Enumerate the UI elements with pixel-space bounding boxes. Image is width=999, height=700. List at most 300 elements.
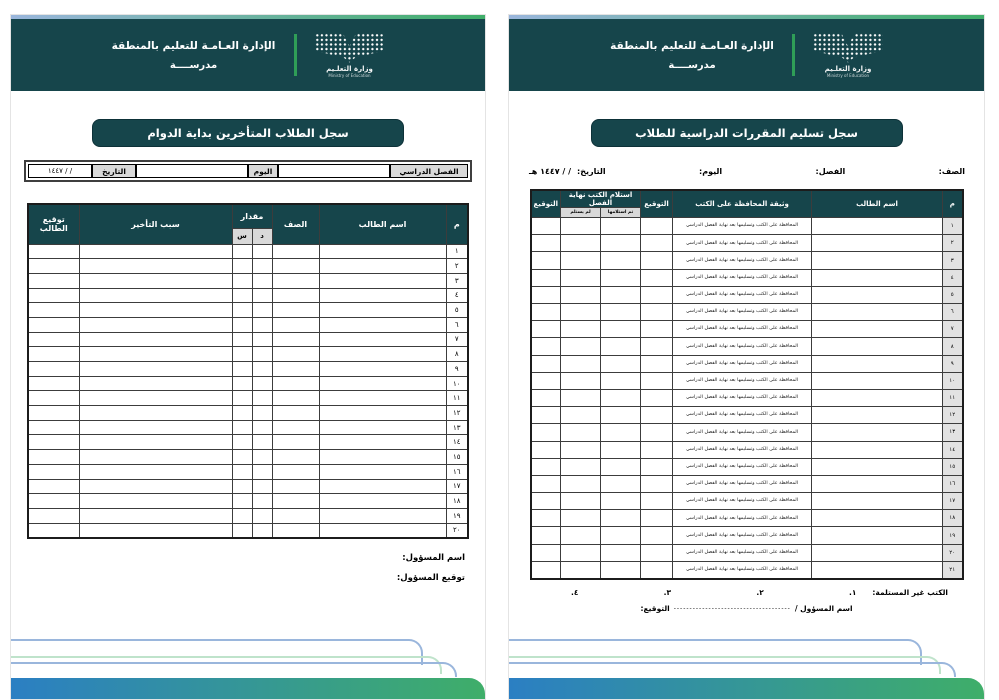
not-received-cell[interactable] [561,286,601,303]
student-name-cell[interactable] [812,475,943,492]
reason-cell[interactable] [79,450,232,465]
signature-cell[interactable] [28,406,79,421]
row-number: ١٩ [446,508,468,523]
signature2-cell[interactable] [531,458,561,475]
reason-cell[interactable] [79,376,232,391]
col-received: تم استلامها [601,208,641,218]
not-received-cell[interactable] [561,527,601,544]
signature-cell[interactable] [641,493,673,510]
signature-cell[interactable] [28,523,79,538]
student-name-cell[interactable] [319,494,446,509]
signature-cell[interactable] [28,494,79,509]
not-received-cell[interactable] [561,235,601,252]
signature-cell[interactable] [641,252,673,269]
signature2-cell[interactable] [531,304,561,321]
reason-cell[interactable] [79,273,232,288]
class-cell[interactable] [272,244,319,259]
student-name-cell[interactable] [812,544,943,561]
not-received-cell[interactable] [561,458,601,475]
hours-cell[interactable] [232,273,252,288]
signature-cell[interactable] [641,389,673,406]
signature2-cell[interactable] [531,372,561,389]
signature-cell[interactable] [28,464,79,479]
student-name-cell[interactable] [812,321,943,338]
row-number: ٦ [943,304,963,321]
signature-cell[interactable] [641,510,673,527]
table-row [28,273,468,288]
class-cell[interactable] [272,303,319,318]
student-name-cell[interactable] [319,273,446,288]
table-header [531,190,963,218]
student-name-cell[interactable] [319,523,446,538]
pledge-text: المحافظة على الكتب وتسليمها بعد نهاية الفصل الدراسي [673,321,812,338]
curve-line-green [509,656,941,674]
reason-cell[interactable] [79,317,232,332]
row-number: ١٩ [943,527,963,544]
received-cell[interactable] [601,389,641,406]
hours-cell[interactable] [232,332,252,347]
signature-cell[interactable] [641,286,673,303]
signature-cell[interactable] [641,424,673,441]
official-name-label: اسم المسؤول / [794,603,853,613]
page2-bottom-decoration [509,635,984,699]
hours-cell[interactable] [232,464,252,479]
minutes-cell[interactable] [252,406,272,421]
student-name-cell[interactable] [812,493,943,510]
row-number: ١ [943,218,963,235]
class-cell[interactable] [272,406,319,421]
table-row [28,317,468,332]
row-number: ٨ [446,347,468,362]
row-number: ٥ [446,303,468,318]
signature2-cell[interactable] [531,269,561,286]
hours-cell[interactable] [232,420,252,435]
row-number: ٧ [446,332,468,347]
date-input[interactable]: / / ١٤٤٧ [28,164,92,178]
signature-cell[interactable] [28,420,79,435]
signature-cell[interactable] [641,338,673,355]
not-received-cell[interactable] [561,407,601,424]
not-received-cell[interactable] [561,372,601,389]
signature-cell[interactable] [28,450,79,465]
hours-cell[interactable] [232,244,252,259]
reason-cell[interactable] [79,420,232,435]
row-number: ٨ [943,338,963,355]
page2-signature-line [509,604,984,613]
table-row [531,407,963,424]
student-name-cell[interactable] [812,304,943,321]
student-name-cell[interactable] [319,317,446,332]
received-cell[interactable] [601,441,641,458]
reason-cell[interactable] [79,332,232,347]
minutes-cell[interactable] [252,435,272,450]
student-name-cell[interactable] [812,372,943,389]
reason-cell[interactable] [79,523,232,538]
row-number: ١٨ [943,510,963,527]
student-name-cell[interactable] [812,424,943,441]
signature-cell[interactable] [28,273,79,288]
signature-cell[interactable] [641,372,673,389]
signature-cell[interactable] [28,391,79,406]
pledge-text: المحافظة على الكتب وتسليمها بعد نهاية الفصل الدراسي [673,561,812,578]
class-cell[interactable] [272,391,319,406]
table-header [28,204,468,244]
table-row [531,527,963,544]
pledge-text: المحافظة على الكتب وتسليمها بعد نهاية الفصل الدراسي [673,372,812,389]
student-name-cell[interactable] [812,338,943,355]
signature-cell[interactable] [28,244,79,259]
signature-cell[interactable] [28,288,79,303]
hours-cell[interactable] [232,406,252,421]
student-name-cell[interactable] [319,450,446,465]
reason-cell[interactable] [79,391,232,406]
received-cell[interactable] [601,321,641,338]
signature2-cell[interactable] [531,286,561,303]
minutes-cell[interactable] [252,508,272,523]
not-received-cell[interactable] [561,304,601,321]
received-cell[interactable] [601,493,641,510]
table-row [531,441,963,458]
minutes-cell[interactable] [252,376,272,391]
class-cell[interactable] [272,332,319,347]
received-cell[interactable] [601,304,641,321]
table-row [28,347,468,362]
minutes-cell[interactable] [252,494,272,509]
table-row [28,508,468,523]
class-cell[interactable] [272,376,319,391]
signature-cell[interactable] [641,269,673,286]
minutes-cell[interactable] [252,317,272,332]
signature-cell[interactable] [28,259,79,274]
minutes-cell[interactable] [252,347,272,362]
reason-cell[interactable] [79,288,232,303]
received-cell[interactable] [601,218,641,235]
signature-cell[interactable] [641,561,673,578]
row-number: ١٧ [943,493,963,510]
signature-cell[interactable] [641,321,673,338]
table-row [28,362,468,377]
table-row [531,355,963,372]
received-cell[interactable] [601,235,641,252]
student-name-cell[interactable] [319,332,446,347]
student-name-cell[interactable] [319,288,446,303]
row-number: ١٥ [943,458,963,475]
date-label: التاريخ: [577,167,606,176]
signature2-cell[interactable] [531,527,561,544]
hours-cell[interactable] [232,523,252,538]
signature2-cell[interactable] [531,493,561,510]
hours-cell[interactable] [232,435,252,450]
curve-line-blue2 [509,662,956,677]
received-cell[interactable] [601,424,641,441]
signature-cell[interactable] [28,362,79,377]
student-name-cell[interactable] [812,252,943,269]
table-row [28,288,468,303]
signature-cell[interactable] [641,441,673,458]
reason-cell[interactable] [79,435,232,450]
col-hours: س [232,228,252,244]
table-row [28,376,468,391]
signature2-cell[interactable] [531,338,561,355]
reason-cell[interactable] [79,494,232,509]
section-label: الفصل: [815,167,846,176]
table-row [28,420,468,435]
minutes-cell[interactable] [252,464,272,479]
not-received-cell[interactable] [561,252,601,269]
minutes-cell[interactable] [252,244,272,259]
signature-cell[interactable] [641,355,673,372]
not-received-cell[interactable] [561,475,601,492]
signature-cell[interactable] [28,347,79,362]
hours-cell[interactable] [232,317,252,332]
semester-input[interactable] [278,164,390,178]
signature2-cell[interactable] [531,441,561,458]
signature2-cell[interactable] [531,561,561,578]
signature2-cell[interactable] [531,407,561,424]
hours-cell[interactable] [232,391,252,406]
reason-cell[interactable] [79,259,232,274]
signature-cell[interactable] [641,235,673,252]
col-pledge-doc: وثيقة المحافظة على الكتب [673,190,812,218]
signature2-cell[interactable] [531,355,561,372]
row-number: ١٤ [446,435,468,450]
minutes-cell[interactable] [252,523,272,538]
signature-cell[interactable] [641,544,673,561]
student-name-cell[interactable] [812,269,943,286]
table-row [28,259,468,274]
received-cell[interactable] [601,475,641,492]
minutes-cell[interactable] [252,479,272,494]
student-name-cell[interactable] [319,420,446,435]
not-received-cell[interactable] [561,321,601,338]
student-name-cell[interactable] [319,391,446,406]
not-received-cell[interactable] [561,561,601,578]
received-cell[interactable] [601,527,641,544]
hours-cell[interactable] [232,347,252,362]
not-received-cell[interactable] [561,544,601,561]
student-name-cell[interactable] [812,235,943,252]
student-name-cell[interactable] [812,355,943,372]
received-cell[interactable] [601,269,641,286]
not-received-cell[interactable] [561,218,601,235]
signature-cell[interactable] [28,479,79,494]
reason-cell[interactable] [79,347,232,362]
signature2-cell[interactable] [531,252,561,269]
student-name-cell[interactable] [812,389,943,406]
minutes-cell[interactable] [252,273,272,288]
minutes-cell[interactable] [252,450,272,465]
class-cell[interactable] [272,435,319,450]
not-received-cell[interactable] [561,424,601,441]
received-cell[interactable] [601,510,641,527]
hours-cell[interactable] [232,362,252,377]
signature-cell[interactable] [641,218,673,235]
student-name-cell[interactable] [812,510,943,527]
signature-cell[interactable] [28,376,79,391]
signature-cell[interactable] [641,475,673,492]
class-cell[interactable] [272,450,319,465]
reason-cell[interactable] [79,303,232,318]
hours-cell[interactable] [232,288,252,303]
signature-cell[interactable] [28,317,79,332]
class-cell[interactable] [272,273,319,288]
signature2-cell[interactable] [531,424,561,441]
received-cell[interactable] [601,286,641,303]
page2-fields-row [529,167,965,176]
received-cell[interactable] [601,407,641,424]
signature2-cell[interactable] [531,218,561,235]
date-label: التاريخ [92,164,136,178]
hours-cell[interactable] [232,479,252,494]
semester-label: الفصل الدراسي [390,164,468,178]
signature-cell[interactable] [641,458,673,475]
signature-cell[interactable] [28,332,79,347]
minutes-cell[interactable] [252,259,272,274]
student-name-cell[interactable] [812,561,943,578]
student-name-cell[interactable] [319,259,446,274]
table-row [28,244,468,259]
student-name-cell[interactable] [319,435,446,450]
hours-cell[interactable] [232,376,252,391]
class-cell[interactable] [272,494,319,509]
received-cell[interactable] [601,372,641,389]
received-cell[interactable] [601,458,641,475]
student-name-cell[interactable] [319,244,446,259]
pledge-text: المحافظة على الكتب وتسليمها بعد نهاية الفصل الدراسي [673,304,812,321]
row-number: ١٢ [446,406,468,421]
minutes-cell[interactable] [252,391,272,406]
signature-cell[interactable] [28,435,79,450]
class-cell[interactable] [272,362,319,377]
minutes-cell[interactable] [252,303,272,318]
row-number: ١٥ [446,450,468,465]
class-cell[interactable] [272,523,319,538]
class-cell[interactable] [272,479,319,494]
minutes-cell[interactable] [252,362,272,377]
class-cell[interactable] [272,420,319,435]
reason-cell[interactable] [79,508,232,523]
row-number: ١٠ [943,372,963,389]
day-input[interactable] [136,164,248,178]
row-number: ١٠ [446,376,468,391]
student-name-cell[interactable] [319,406,446,421]
class-cell[interactable] [272,317,319,332]
hours-cell[interactable] [232,450,252,465]
signature2-cell[interactable] [531,389,561,406]
student-name-cell[interactable] [319,479,446,494]
pledge-text: المحافظة على الكتب وتسليمها بعد نهاية الفصل الدراسي [673,441,812,458]
received-cell[interactable] [601,338,641,355]
reason-cell[interactable] [79,479,232,494]
row-number: ٢ [446,259,468,274]
pledge-text: المحافظة على الكتب وتسليمها بعد نهاية الفصل الدراسي [673,218,812,235]
class-cell[interactable] [272,464,319,479]
book-item-3: ٣. [663,587,672,597]
signature-label: التوقيع: [640,603,670,613]
pledge-text: المحافظة على الكتب وتسليمها بعد نهاية الفصل الدراسي [673,235,812,252]
row-number: ١٣ [446,420,468,435]
reason-cell[interactable] [79,244,232,259]
received-cell[interactable] [601,252,641,269]
class-cell[interactable] [272,259,319,274]
signature-cell[interactable] [28,508,79,523]
class-cell[interactable] [272,288,319,303]
minutes-cell[interactable] [252,420,272,435]
signature-cell[interactable] [641,407,673,424]
signature2-cell[interactable] [531,544,561,561]
green-divider [294,34,297,76]
signature2-cell[interactable] [531,510,561,527]
col-student-name: اسم الطالب [319,204,446,244]
col-num: م [943,190,963,218]
student-name-cell[interactable] [812,441,943,458]
not-received-cell[interactable] [561,338,601,355]
student-name-cell[interactable] [319,347,446,362]
reason-cell[interactable] [79,362,232,377]
not-received-cell[interactable] [561,441,601,458]
row-number: ٩ [943,355,963,372]
table-row [531,561,963,578]
table-row [531,389,963,406]
hours-cell[interactable] [232,303,252,318]
received-cell[interactable] [601,561,641,578]
minutes-cell[interactable] [252,288,272,303]
not-received-cell[interactable] [561,493,601,510]
student-name-cell[interactable] [319,508,446,523]
signature2-cell[interactable] [531,475,561,492]
student-name-cell[interactable] [319,464,446,479]
not-received-cell[interactable] [561,269,601,286]
student-name-cell[interactable] [812,527,943,544]
reason-cell[interactable] [79,406,232,421]
not-received-cell[interactable] [561,389,601,406]
received-cell[interactable] [601,544,641,561]
curve-line-blue [11,639,423,665]
student-name-cell[interactable] [812,286,943,303]
table-row [531,338,963,355]
minutes-cell[interactable] [252,332,272,347]
signature2-cell[interactable] [531,235,561,252]
row-number: ٥ [943,286,963,303]
signature-cell[interactable] [641,304,673,321]
not-received-cell[interactable] [561,510,601,527]
signature-cell[interactable] [28,303,79,318]
official-name-label: اسم المسؤول: [402,552,465,563]
class-cell[interactable] [272,508,319,523]
student-name-cell[interactable] [812,407,943,424]
student-name-cell[interactable] [319,376,446,391]
table-row [531,321,963,338]
signature-cell[interactable] [641,527,673,544]
hours-cell[interactable] [232,508,252,523]
student-name-cell[interactable] [812,218,943,235]
student-name-cell[interactable] [319,362,446,377]
hours-cell[interactable] [232,494,252,509]
col-student-name: اسم الطالب [812,190,943,218]
signature2-cell[interactable] [531,321,561,338]
pledge-text: المحافظة على الكتب وتسليمها بعد نهاية الفصل الدراسي [673,424,812,441]
student-name-cell[interactable] [319,303,446,318]
not-received-cell[interactable] [561,355,601,372]
student-name-cell[interactable] [812,458,943,475]
row-number: ١٦ [446,464,468,479]
received-cell[interactable] [601,355,641,372]
hours-cell[interactable] [232,259,252,274]
reason-cell[interactable] [79,464,232,479]
table-row [28,450,468,465]
signature-dotted-line: ------------------------------------- [673,604,791,612]
class-cell[interactable] [272,347,319,362]
